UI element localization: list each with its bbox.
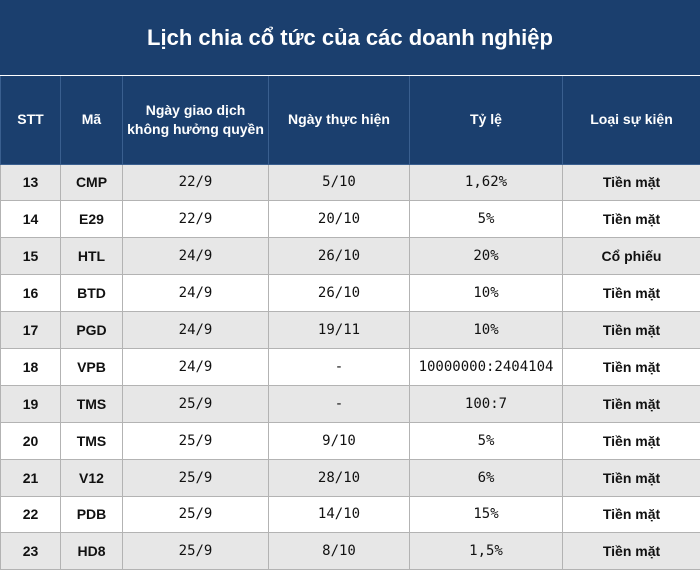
cell-ratio: 15% <box>410 496 563 533</box>
cell-ex-date: 24/9 <box>123 348 269 385</box>
cell-ratio: 10000000:2404104 <box>410 348 563 385</box>
dividend-schedule-table <box>0 76 700 570</box>
cell-ratio: 10% <box>410 312 563 349</box>
cell-payment-date: 26/10 <box>269 238 410 275</box>
cell-ratio: 6% <box>410 459 563 496</box>
table-row <box>1 238 700 275</box>
header-ex-date-line1: Ngày giao dịch <box>127 101 264 120</box>
table-row <box>1 275 700 312</box>
cell-ratio: 5% <box>410 422 563 459</box>
cell-ratio: 20% <box>410 238 563 275</box>
cell-event-type: Cổ phiếu <box>563 238 700 275</box>
cell-ex-date: 25/9 <box>123 459 269 496</box>
table-body <box>1 164 700 570</box>
cell-ex-date: 25/9 <box>123 422 269 459</box>
cell-stt: 22 <box>1 496 61 533</box>
cell-ex-date: 25/9 <box>123 385 269 422</box>
cell-stt: 19 <box>1 385 61 422</box>
cell-stt: 17 <box>1 312 61 349</box>
page-title: Lịch chia cổ tức của các doanh nghiệp <box>0 0 700 76</box>
cell-payment-date: - <box>269 385 410 422</box>
cell-ma: TMS <box>61 385 123 422</box>
cell-ma: V12 <box>61 459 123 496</box>
cell-event-type: Tiền mặt <box>563 201 700 238</box>
cell-ratio: 10% <box>410 275 563 312</box>
cell-stt: 21 <box>1 459 61 496</box>
cell-event-type: Tiền mặt <box>563 459 700 496</box>
cell-payment-date: 26/10 <box>269 275 410 312</box>
cell-payment-date: 8/10 <box>269 533 410 570</box>
cell-stt: 23 <box>1 533 61 570</box>
table-row <box>1 459 700 496</box>
table-row <box>1 496 700 533</box>
cell-ex-date: 25/9 <box>123 496 269 533</box>
cell-ma: PDB <box>61 496 123 533</box>
cell-event-type: Tiền mặt <box>563 496 700 533</box>
header-event-type: Loại sự kiện <box>563 76 700 164</box>
cell-event-type: Tiền mặt <box>563 312 700 349</box>
table-header <box>1 76 700 164</box>
table-row <box>1 385 700 422</box>
cell-ratio: 100:7 <box>410 385 563 422</box>
cell-payment-date: 28/10 <box>269 459 410 496</box>
cell-ma: HTL <box>61 238 123 275</box>
cell-payment-date: 19/11 <box>269 312 410 349</box>
cell-ex-date: 24/9 <box>123 275 269 312</box>
cell-ex-date: 24/9 <box>123 238 269 275</box>
cell-ma: BTD <box>61 275 123 312</box>
cell-ma: CMP <box>61 164 123 201</box>
cell-ma: VPB <box>61 348 123 385</box>
cell-stt: 15 <box>1 238 61 275</box>
cell-ratio: 1,62% <box>410 164 563 201</box>
cell-ma: PGD <box>61 312 123 349</box>
cell-event-type: Tiền mặt <box>563 422 700 459</box>
cell-event-type: Tiền mặt <box>563 164 700 201</box>
cell-ratio: 1,5% <box>410 533 563 570</box>
cell-event-type: Tiền mặt <box>563 348 700 385</box>
cell-stt: 14 <box>1 201 61 238</box>
header-ex-date <box>123 76 269 164</box>
table-row <box>1 533 700 570</box>
cell-event-type: Tiền mặt <box>563 385 700 422</box>
cell-stt: 16 <box>1 275 61 312</box>
table-row <box>1 422 700 459</box>
cell-event-type: Tiền mặt <box>563 275 700 312</box>
cell-stt: 18 <box>1 348 61 385</box>
header-row <box>1 76 700 164</box>
cell-ex-date: 22/9 <box>123 164 269 201</box>
cell-ma: E29 <box>61 201 123 238</box>
cell-event-type: Tiền mặt <box>563 533 700 570</box>
header-payment-date: Ngày thực hiện <box>269 76 410 164</box>
cell-ma: TMS <box>61 422 123 459</box>
cell-stt: 20 <box>1 422 61 459</box>
header-ma: Mã <box>61 76 123 164</box>
table-row <box>1 164 700 201</box>
cell-payment-date: - <box>269 348 410 385</box>
cell-ma: HD8 <box>61 533 123 570</box>
cell-payment-date: 5/10 <box>269 164 410 201</box>
cell-ex-date: 25/9 <box>123 533 269 570</box>
table-row <box>1 312 700 349</box>
cell-payment-date: 20/10 <box>269 201 410 238</box>
table-row <box>1 201 700 238</box>
cell-ex-date: 22/9 <box>123 201 269 238</box>
header-ratio: Tỷ lệ <box>410 76 563 164</box>
cell-stt: 13 <box>1 164 61 201</box>
table-row <box>1 348 700 385</box>
cell-payment-date: 14/10 <box>269 496 410 533</box>
header-ex-date-line2: không hưởng quyền <box>127 120 264 139</box>
cell-ex-date: 24/9 <box>123 312 269 349</box>
cell-payment-date: 9/10 <box>269 422 410 459</box>
header-stt: STT <box>1 76 61 164</box>
cell-ratio: 5% <box>410 201 563 238</box>
